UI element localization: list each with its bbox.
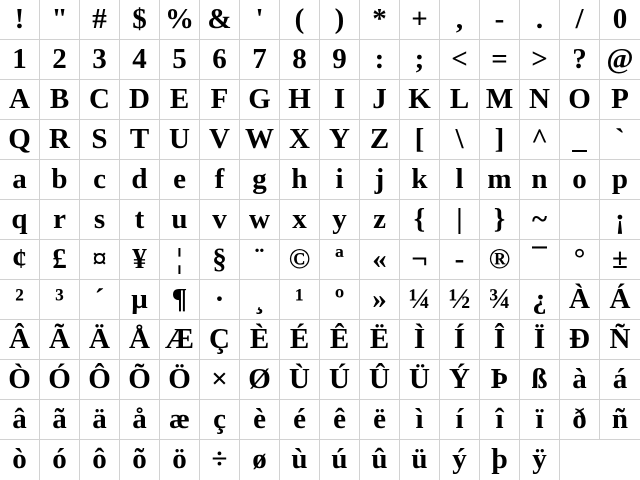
glyph-cell[interactable]: Ä: [80, 320, 120, 360]
glyph-cell[interactable]: 2: [40, 40, 80, 80]
glyph-cell[interactable]: Ë: [360, 320, 400, 360]
glyph-cell[interactable]: ¯: [520, 240, 560, 280]
glyph-cell[interactable]: ]: [480, 120, 520, 160]
glyph-cell[interactable]: [: [400, 120, 440, 160]
glyph-cell[interactable]: C: [80, 80, 120, 120]
glyph-cell[interactable]: k: [400, 160, 440, 200]
glyph-cell[interactable]: S: [80, 120, 120, 160]
glyph-cell[interactable]: ù: [280, 440, 320, 480]
glyph-cell[interactable]: À: [560, 280, 600, 320]
glyph-cell[interactable]: Ö: [160, 360, 200, 400]
glyph-cell[interactable]: ñ: [600, 400, 640, 440]
glyph-cell[interactable]: *: [360, 0, 400, 40]
glyph-cell[interactable]: ): [320, 0, 360, 40]
glyph-cell[interactable]: ^: [520, 120, 560, 160]
glyph-cell[interactable]: µ: [120, 280, 160, 320]
glyph-cell[interactable]: ¶: [160, 280, 200, 320]
glyph-cell[interactable]: §: [200, 240, 240, 280]
glyph-cell[interactable]: <: [440, 40, 480, 80]
glyph-cell[interactable]: ü: [400, 440, 440, 480]
glyph-cell[interactable]: é: [280, 400, 320, 440]
glyph-cell[interactable]: A: [0, 80, 40, 120]
glyph-cell-empty[interactable]: [560, 200, 600, 240]
glyph-cell[interactable]: +: [400, 0, 440, 40]
glyph-cell[interactable]: .: [520, 0, 560, 40]
glyph-cell[interactable]: /: [560, 0, 600, 40]
glyph-cell[interactable]: 1: [0, 40, 40, 80]
glyph-cell[interactable]: e: [160, 160, 200, 200]
glyph-cell[interactable]: 8: [280, 40, 320, 80]
glyph-cell[interactable]: ¾: [480, 280, 520, 320]
glyph-cell[interactable]: M: [480, 80, 520, 120]
glyph-cell[interactable]: ®: [480, 240, 520, 280]
glyph-cell[interactable]: y: [320, 200, 360, 240]
glyph-cell[interactable]: h: [280, 160, 320, 200]
glyph-cell[interactable]: ô: [80, 440, 120, 480]
glyph-cell[interactable]: Ã: [40, 320, 80, 360]
glyph-cell[interactable]: Î: [480, 320, 520, 360]
glyph-cell[interactable]: l: [440, 160, 480, 200]
glyph-cell[interactable]: ×: [200, 360, 240, 400]
glyph-cell[interactable]: Ê: [320, 320, 360, 360]
glyph-cell[interactable]: Ø: [240, 360, 280, 400]
glyph-cell[interactable]: ò: [0, 440, 40, 480]
glyph-cell[interactable]: Ý: [440, 360, 480, 400]
glyph-cell[interactable]: E: [160, 80, 200, 120]
glyph-cell[interactable]: u: [160, 200, 200, 240]
glyph-cell[interactable]: £: [40, 240, 80, 280]
glyph-cell[interactable]: ¦: [160, 240, 200, 280]
glyph-cell[interactable]: ª: [320, 240, 360, 280]
glyph-cell[interactable]: Á: [600, 280, 640, 320]
glyph-cell[interactable]: Z: [360, 120, 400, 160]
glyph-cell[interactable]: þ: [480, 440, 520, 480]
glyph-cell[interactable]: ¡: [600, 200, 640, 240]
glyph-cell[interactable]: Í: [440, 320, 480, 360]
glyph-cell[interactable]: Ñ: [600, 320, 640, 360]
glyph-cell[interactable]: N: [520, 80, 560, 120]
glyph-cell[interactable]: î: [480, 400, 520, 440]
glyph-cell[interactable]: s: [80, 200, 120, 240]
glyph-cell[interactable]: Ò: [0, 360, 40, 400]
glyph-cell[interactable]: P: [600, 80, 640, 120]
glyph-cell[interactable]: ¿: [520, 280, 560, 320]
glyph-cell[interactable]: á: [600, 360, 640, 400]
glyph-cell[interactable]: %: [160, 0, 200, 40]
glyph-cell[interactable]: Þ: [480, 360, 520, 400]
glyph-cell[interactable]: ë: [360, 400, 400, 440]
glyph-cell[interactable]: W: [240, 120, 280, 160]
glyph-cell[interactable]: F: [200, 80, 240, 120]
glyph-cell[interactable]: Æ: [160, 320, 200, 360]
glyph-cell[interactable]: ·: [200, 280, 240, 320]
glyph-cell[interactable]: ¤: [80, 240, 120, 280]
glyph-cell[interactable]: Ç: [200, 320, 240, 360]
glyph-cell[interactable]: ê: [320, 400, 360, 440]
glyph-cell[interactable]: m: [480, 160, 520, 200]
glyph-cell[interactable]: 4: [120, 40, 160, 80]
glyph-cell[interactable]: Â: [0, 320, 40, 360]
glyph-cell[interactable]: x: [280, 200, 320, 240]
glyph-cell[interactable]: ´: [80, 280, 120, 320]
glyph-cell[interactable]: ç: [200, 400, 240, 440]
glyph-cell[interactable]: ó: [40, 440, 80, 480]
glyph-cell[interactable]: û: [360, 440, 400, 480]
glyph-cell[interactable]: ¢: [0, 240, 40, 280]
glyph-cell[interactable]: Û: [360, 360, 400, 400]
glyph-cell[interactable]: 7: [240, 40, 280, 80]
glyph-cell[interactable]: ú: [320, 440, 360, 480]
glyph-cell[interactable]: d: [120, 160, 160, 200]
glyph-cell[interactable]: 3: [80, 40, 120, 80]
glyph-cell[interactable]: ¬: [400, 240, 440, 280]
glyph-cell[interactable]: Y: [320, 120, 360, 160]
glyph-cell[interactable]: â: [0, 400, 40, 440]
glyph-cell[interactable]: D: [120, 80, 160, 120]
glyph-cell[interactable]: ï: [520, 400, 560, 440]
glyph-cell[interactable]: ß: [520, 360, 560, 400]
glyph-cell[interactable]: R: [40, 120, 80, 160]
glyph-cell[interactable]: z: [360, 200, 400, 240]
glyph-cell[interactable]: Ï: [520, 320, 560, 360]
glyph-cell[interactable]: U: [160, 120, 200, 160]
glyph-cell[interactable]: É: [280, 320, 320, 360]
glyph-cell[interactable]: >: [520, 40, 560, 80]
glyph-cell[interactable]: ¨: [240, 240, 280, 280]
glyph-cell[interactable]: K: [400, 80, 440, 120]
glyph-cell[interactable]: ½: [440, 280, 480, 320]
glyph-cell[interactable]: V: [200, 120, 240, 160]
glyph-cell[interactable]: ¼: [400, 280, 440, 320]
glyph-cell[interactable]: 6: [200, 40, 240, 80]
glyph-cell[interactable]: ³: [40, 280, 80, 320]
glyph-cell[interactable]: Ó: [40, 360, 80, 400]
glyph-cell[interactable]: !: [0, 0, 40, 40]
glyph-cell[interactable]: Ü: [400, 360, 440, 400]
glyph-cell[interactable]: |: [440, 200, 480, 240]
glyph-cell[interactable]: &: [200, 0, 240, 40]
glyph-cell[interactable]: }: [480, 200, 520, 240]
glyph-cell[interactable]: w: [240, 200, 280, 240]
glyph-cell[interactable]: ÷: [200, 440, 240, 480]
glyph-cell[interactable]: f: [200, 160, 240, 200]
glyph-cell[interactable]: b: [40, 160, 80, 200]
glyph-cell[interactable]: Õ: [120, 360, 160, 400]
glyph-cell[interactable]: º: [320, 280, 360, 320]
glyph-cell[interactable]: I: [320, 80, 360, 120]
glyph-cell[interactable]: X: [280, 120, 320, 160]
glyph-cell[interactable]: ¸: [240, 280, 280, 320]
glyph-cell[interactable]: i: [320, 160, 360, 200]
glyph-cell[interactable]: ð: [560, 400, 600, 440]
glyph-cell[interactable]: `: [600, 120, 640, 160]
glyph-cell[interactable]: -: [440, 240, 480, 280]
glyph-cell[interactable]: È: [240, 320, 280, 360]
glyph-cell[interactable]: c: [80, 160, 120, 200]
glyph-cell[interactable]: ~: [520, 200, 560, 240]
glyph-cell[interactable]: à: [560, 360, 600, 400]
glyph-cell[interactable]: Ð: [560, 320, 600, 360]
glyph-cell[interactable]: t: [120, 200, 160, 240]
glyph-cell[interactable]: @: [600, 40, 640, 80]
glyph-cell[interactable]: :: [360, 40, 400, 80]
glyph-cell[interactable]: _: [560, 120, 600, 160]
glyph-cell[interactable]: G: [240, 80, 280, 120]
glyph-cell[interactable]: 0: [600, 0, 640, 40]
glyph-cell[interactable]: Q: [0, 120, 40, 160]
glyph-cell[interactable]: ä: [80, 400, 120, 440]
glyph-cell[interactable]: =: [480, 40, 520, 80]
glyph-cell[interactable]: °: [560, 240, 600, 280]
glyph-cell[interactable]: «: [360, 240, 400, 280]
glyph-cell[interactable]: o: [560, 160, 600, 200]
glyph-cell[interactable]: #: [80, 0, 120, 40]
glyph-cell[interactable]: õ: [120, 440, 160, 480]
glyph-cell[interactable]: {: [400, 200, 440, 240]
glyph-cell[interactable]: B: [40, 80, 80, 120]
glyph-cell[interactable]: T: [120, 120, 160, 160]
glyph-cell[interactable]: ²: [0, 280, 40, 320]
glyph-cell[interactable]: ': [240, 0, 280, 40]
glyph-cell[interactable]: Ô: [80, 360, 120, 400]
glyph-cell[interactable]: »: [360, 280, 400, 320]
glyph-cell[interactable]: r: [40, 200, 80, 240]
glyph-cell[interactable]: ": [40, 0, 80, 40]
glyph-cell[interactable]: -: [480, 0, 520, 40]
glyph-cell[interactable]: Ù: [280, 360, 320, 400]
glyph-cell[interactable]: ø: [240, 440, 280, 480]
glyph-cell[interactable]: 9: [320, 40, 360, 80]
glyph-cell[interactable]: æ: [160, 400, 200, 440]
glyph-cell[interactable]: \: [440, 120, 480, 160]
glyph-cell[interactable]: a: [0, 160, 40, 200]
glyph-cell[interactable]: ý: [440, 440, 480, 480]
glyph-cell[interactable]: $: [120, 0, 160, 40]
glyph-cell[interactable]: ?: [560, 40, 600, 80]
glyph-cell[interactable]: í: [440, 400, 480, 440]
glyph-cell[interactable]: q: [0, 200, 40, 240]
glyph-cell[interactable]: j: [360, 160, 400, 200]
glyph-cell[interactable]: Ì: [400, 320, 440, 360]
glyph-cell[interactable]: ±: [600, 240, 640, 280]
glyph-cell[interactable]: 5: [160, 40, 200, 80]
glyph-cell[interactable]: g: [240, 160, 280, 200]
glyph-cell[interactable]: ¥: [120, 240, 160, 280]
glyph-cell[interactable]: ;: [400, 40, 440, 80]
glyph-cell[interactable]: J: [360, 80, 400, 120]
glyph-cell[interactable]: ì: [400, 400, 440, 440]
glyph-cell[interactable]: Å: [120, 320, 160, 360]
glyph-cell[interactable]: H: [280, 80, 320, 120]
glyph-cell[interactable]: ©: [280, 240, 320, 280]
glyph-cell[interactable]: L: [440, 80, 480, 120]
glyph-cell[interactable]: å: [120, 400, 160, 440]
glyph-cell[interactable]: ö: [160, 440, 200, 480]
glyph-cell[interactable]: O: [560, 80, 600, 120]
glyph-cell[interactable]: ÿ: [520, 440, 560, 480]
glyph-cell[interactable]: v: [200, 200, 240, 240]
glyph-cell[interactable]: p: [600, 160, 640, 200]
glyph-cell[interactable]: ,: [440, 0, 480, 40]
glyph-cell[interactable]: ã: [40, 400, 80, 440]
glyph-cell[interactable]: ¹: [280, 280, 320, 320]
glyph-cell[interactable]: Ú: [320, 360, 360, 400]
glyph-cell[interactable]: n: [520, 160, 560, 200]
glyph-cell[interactable]: (: [280, 0, 320, 40]
glyph-cell[interactable]: è: [240, 400, 280, 440]
